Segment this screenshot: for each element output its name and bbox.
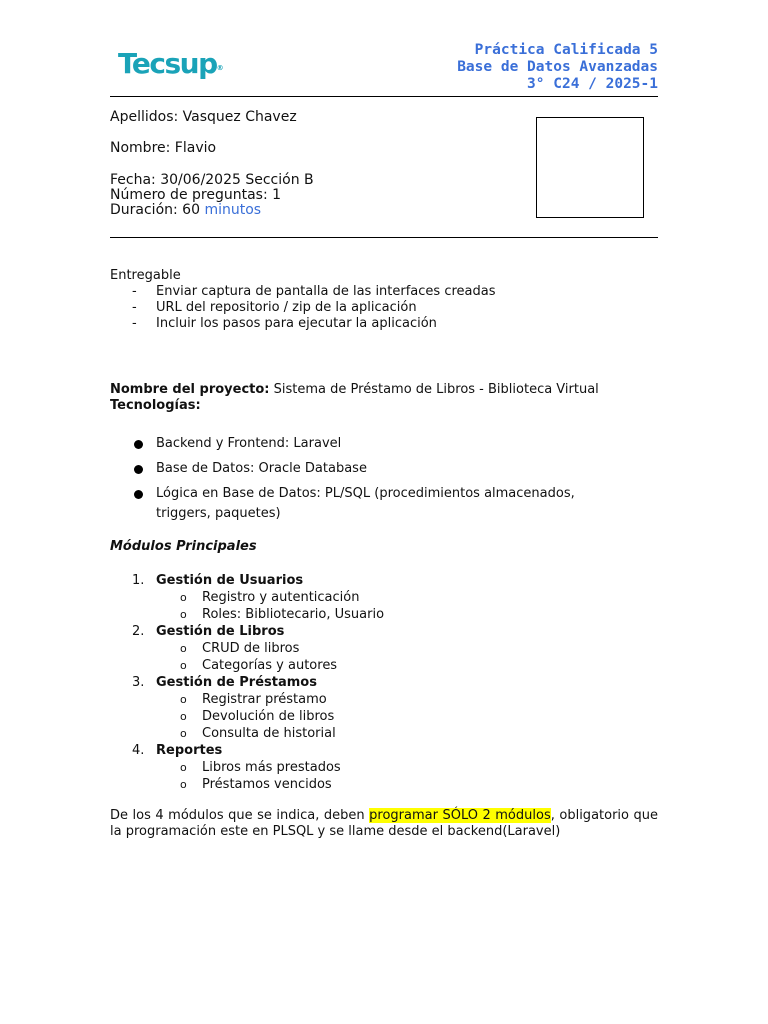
bullet-icon	[134, 490, 143, 499]
module-subitem: o Devolución de libros	[180, 709, 335, 724]
header-divider	[110, 96, 658, 97]
module-item: 4. Reportes	[132, 743, 223, 758]
deliverable-title: Entregable	[110, 268, 181, 283]
exam-header	[457, 42, 658, 93]
deliverable-item: - Enviar captura de pantalla de las interfaces creadas	[110, 284, 496, 300]
module-item: 3. Gestión de Préstamos	[132, 675, 317, 690]
module-subitem: o CRUD de libros	[180, 641, 300, 656]
list-item: Backend y Frontend: Laravel	[110, 434, 658, 454]
student-name: Nombre: Flavio	[110, 140, 217, 156]
deliverable-item: - Incluir los pasos para ejecutar la aplicación	[110, 316, 496, 332]
module-subitem: o Categorías y autores	[180, 658, 338, 673]
list-item: Lógica en Base de Datos: PL/SQL (procedimientos almacenados, triggers, paquetes)	[110, 484, 626, 524]
exam-duration: Duración: 60 minutos	[110, 202, 262, 218]
deliverable-item: - URL del repositorio / zip de la aplicación	[110, 300, 496, 316]
module-subitem: o Consulta de historial	[180, 726, 336, 741]
student-surname: Apellidos: Vasquez Chavez	[110, 109, 297, 125]
project-name: Nombre del proyecto: Sistema de Préstamo de Libros - Biblioteca Virtual	[110, 382, 599, 397]
tecsup-logo: Tecsup®	[118, 47, 224, 80]
highlighted-text: programar SÓLO 2 módulos	[369, 808, 551, 823]
exam-date: Fecha: 30/06/2025 Sección B	[110, 172, 314, 188]
bullet-icon	[134, 465, 143, 474]
module-subitem: o Registro y autenticación	[180, 590, 360, 605]
course-name: Base de Datos Avanzadas	[457, 59, 658, 75]
module-subitem: o Roles: Bibliotecario, Usuario	[180, 607, 385, 622]
module-item: 1. Gestión de Usuarios	[132, 573, 304, 588]
module-item: 2. Gestión de Libros	[132, 624, 285, 639]
exam-title: Práctica Calificada 5	[474, 42, 658, 58]
modules-list	[110, 572, 384, 793]
module-subitem: o Registrar préstamo	[180, 692, 327, 707]
bullet-icon	[134, 440, 143, 449]
deliverable-section	[110, 268, 496, 332]
tech-label: Tecnologías:	[110, 398, 201, 413]
list-item: Base de Datos: Oracle Database	[110, 459, 658, 479]
info-divider	[110, 237, 658, 238]
tech-list	[110, 434, 658, 529]
photo-box	[536, 117, 644, 218]
module-subitem: o Préstamos vencidos	[180, 777, 332, 792]
closing-instruction: De los 4 módulos que se indica, deben programar SÓLO 2 módulos, obligatorio que la programación este en PLSQL y se llame desde el backend(Laravel)	[110, 808, 658, 839]
modules-title: Módulos Principales	[110, 539, 257, 554]
module-subitem: o Libros más prestados	[180, 760, 341, 775]
question-count: Número de preguntas: 1	[110, 187, 282, 203]
course-section: 3° C24 / 2025-1	[527, 76, 658, 92]
